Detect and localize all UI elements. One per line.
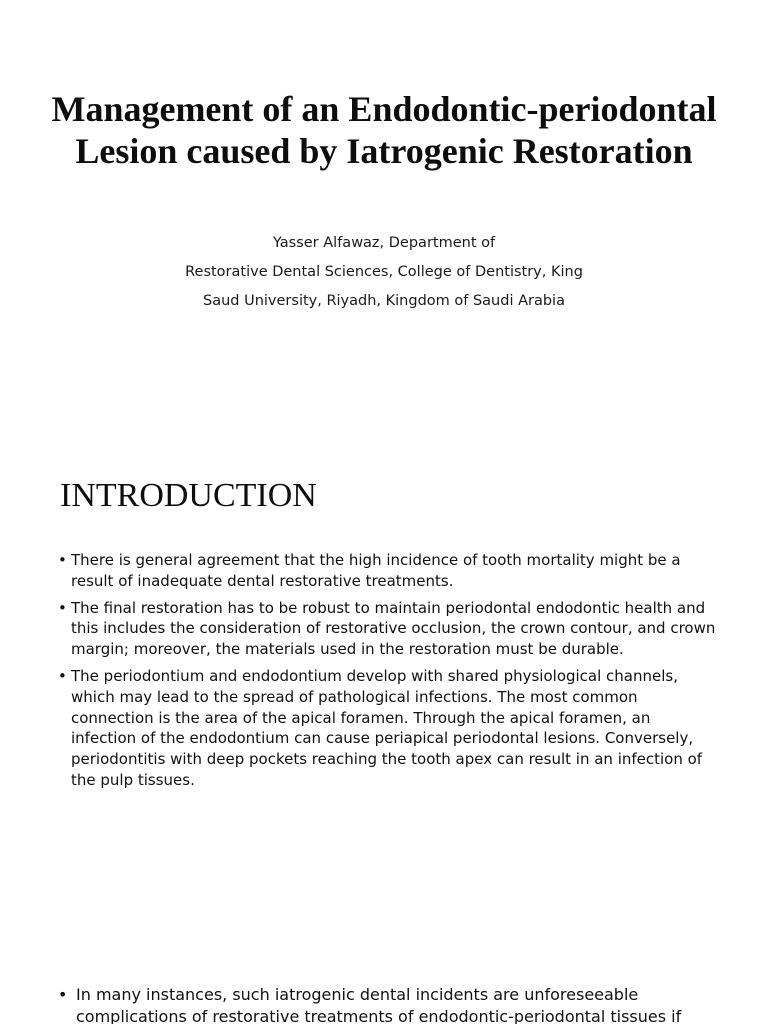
bullet-item [58,984,728,1024]
title-slide [0,0,768,420]
bullet-list [58,550,718,797]
section-heading: INTRODUCTION [60,477,317,514]
author-affiliation [100,229,668,316]
author-line: Yasser Alfawaz, Department of [272,235,496,251]
author-line: Saud University, Riyadh, Kingdom of Saudi Arabia [203,293,565,309]
bullet-text: The periodontium and endodontium develop with shared physiological channels, which may lead to the spread of pathological infections. The most common connection is the area of the apical foramen. Through the apical foramen, an infection of the endodontium can cause periapical periodontal lesions. Conversely, periodontitis with deep pockets reaching the tooth apex can result in an infection of the pulp tissues. [71,666,703,789]
presentation-title: Management of an Endodontic-periodontal Lesion caused by Iatrogenic Restoration [51,89,717,171]
bullet-item [58,666,718,791]
bullet-item [58,550,718,592]
continued-bullet-list [58,984,728,1024]
bullet-item [58,598,718,660]
author-line: Restorative Dental Sciences, College of Dentistry, King [185,264,583,280]
bullet-text: The final restoration has to be robust to maintain periodontal endodontic health and this includes the consideration of restorative occlusion, the crown contour, and crown margin; moreover, the materials used in the restoration must be durable. [71,598,716,659]
bullet-icon: • [58,985,68,1004]
bullet-text: There is general agreement that the high incidence of tooth mortality might be a result of inadequate dental restorative treatments. [71,551,681,590]
bullet-icon: • [58,666,67,685]
bullet-icon: • [58,598,67,617]
bullet-text: In many instances, such iatrogenic dental incidents are unforeseeable complications of restorative treatments of endodontic-periodontal tissues if [76,985,682,1024]
bullet-icon: • [58,551,67,569]
